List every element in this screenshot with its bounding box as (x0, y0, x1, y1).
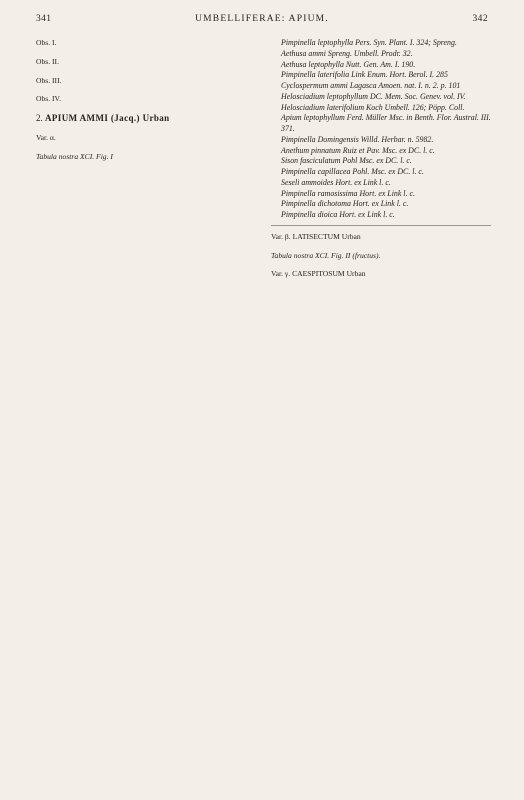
var-gamma-label: Var. γ. CAESPITOSUM Urban (271, 269, 366, 279)
var-beta-tabula (271, 251, 491, 262)
synonym-entry: Cyclospermum ammi Lagasca Amoen. nat. I. n. 2. p. 101 (281, 81, 461, 90)
species-heading (36, 113, 256, 125)
obs-1-label: Obs. I. (36, 38, 57, 47)
synonym-entry: Pimpinella laterifolia Link Enum. Hort. Berol. I. 285 (281, 70, 448, 80)
page-number-left: 341 (36, 14, 52, 24)
synonym-entry: Helosciadium laterifolium Koch Umbell. 126; Pöpp. Coll. (281, 102, 465, 112)
synonym-entry: Apium leptophyllum Ferd. Müller Msc. in Benth. Flor. Austral. III. 371. (281, 113, 491, 133)
running-title: UMBELLIFERAE: APIUM. (195, 14, 329, 24)
left-column (36, 38, 256, 776)
synonym-entry: Aethusa leptophylla Nutt. Gen. Am. I. 190. (281, 59, 416, 69)
section-divider (271, 225, 491, 226)
synonym-entry: Aethusa ammi Spreng. Umbell. Prodr. 32. (281, 48, 413, 58)
obs-2 (36, 57, 256, 68)
obs-2-label: Obs. II. (36, 56, 59, 66)
synonym-entry: Helosciadium leptophyllum DC. Mem. Soc. Genev. vol. IV. (281, 91, 466, 101)
running-header (36, 14, 488, 28)
var-beta (271, 232, 491, 243)
variety-alpha (36, 133, 256, 144)
var-beta-tabula-label: Tabula nostra XCI. Fig. II (fructus). (271, 250, 381, 260)
species-number: 2. (36, 113, 43, 124)
obs-3 (36, 76, 256, 87)
tabula-label: Tabula nostra XCI. Fig. I (36, 151, 113, 161)
right-column (271, 38, 491, 776)
synonym-entry: Pimpinella dichotoma Hort. ex Link l. c. (281, 199, 409, 209)
species-name: APIUM AMMI (Jacq.) Urban (45, 113, 170, 124)
synonym-entry: Seseli ammoides Hort. ex Link l. c. (281, 177, 391, 187)
synonym-entry: Pimpinella leptophylla Pers. Syn. Plant. I. 324; Spreng. (281, 38, 457, 47)
var-gamma (271, 269, 491, 280)
tabula-reference (36, 152, 256, 163)
page-number-right: 342 (472, 14, 488, 24)
obs-1 (36, 38, 256, 49)
obs-3-label: Obs. III. (36, 75, 62, 85)
obs-4 (36, 94, 256, 105)
synonym-entry: Pimpinella Domingensis Willd. Herbar. n. 5982. (281, 134, 434, 144)
synonym-entry: Pimpinella dioica Hort. ex Link l. c. (281, 210, 395, 219)
variety-alpha-label: Var. α. (36, 133, 56, 142)
synonym-entry: Pimpinella capillacea Pohl. Msc. ex DC. l. c. (281, 167, 424, 176)
synonym-entry: Anethum pinnatum Ruiz et Pav. Msc. ex DC. l. c. (281, 145, 435, 155)
synonym-entry: Pimpinella ramosissima Hort. ex Link l. c. (281, 188, 415, 198)
obs-4-label: Obs. IV. (36, 94, 61, 104)
synonym-entry: Sison fasciculatum Pohl Msc. ex DC. l. c. (281, 156, 412, 166)
var-beta-label: Var. β. LATISECTUM Urban (271, 231, 361, 241)
synonym-list (271, 38, 491, 221)
